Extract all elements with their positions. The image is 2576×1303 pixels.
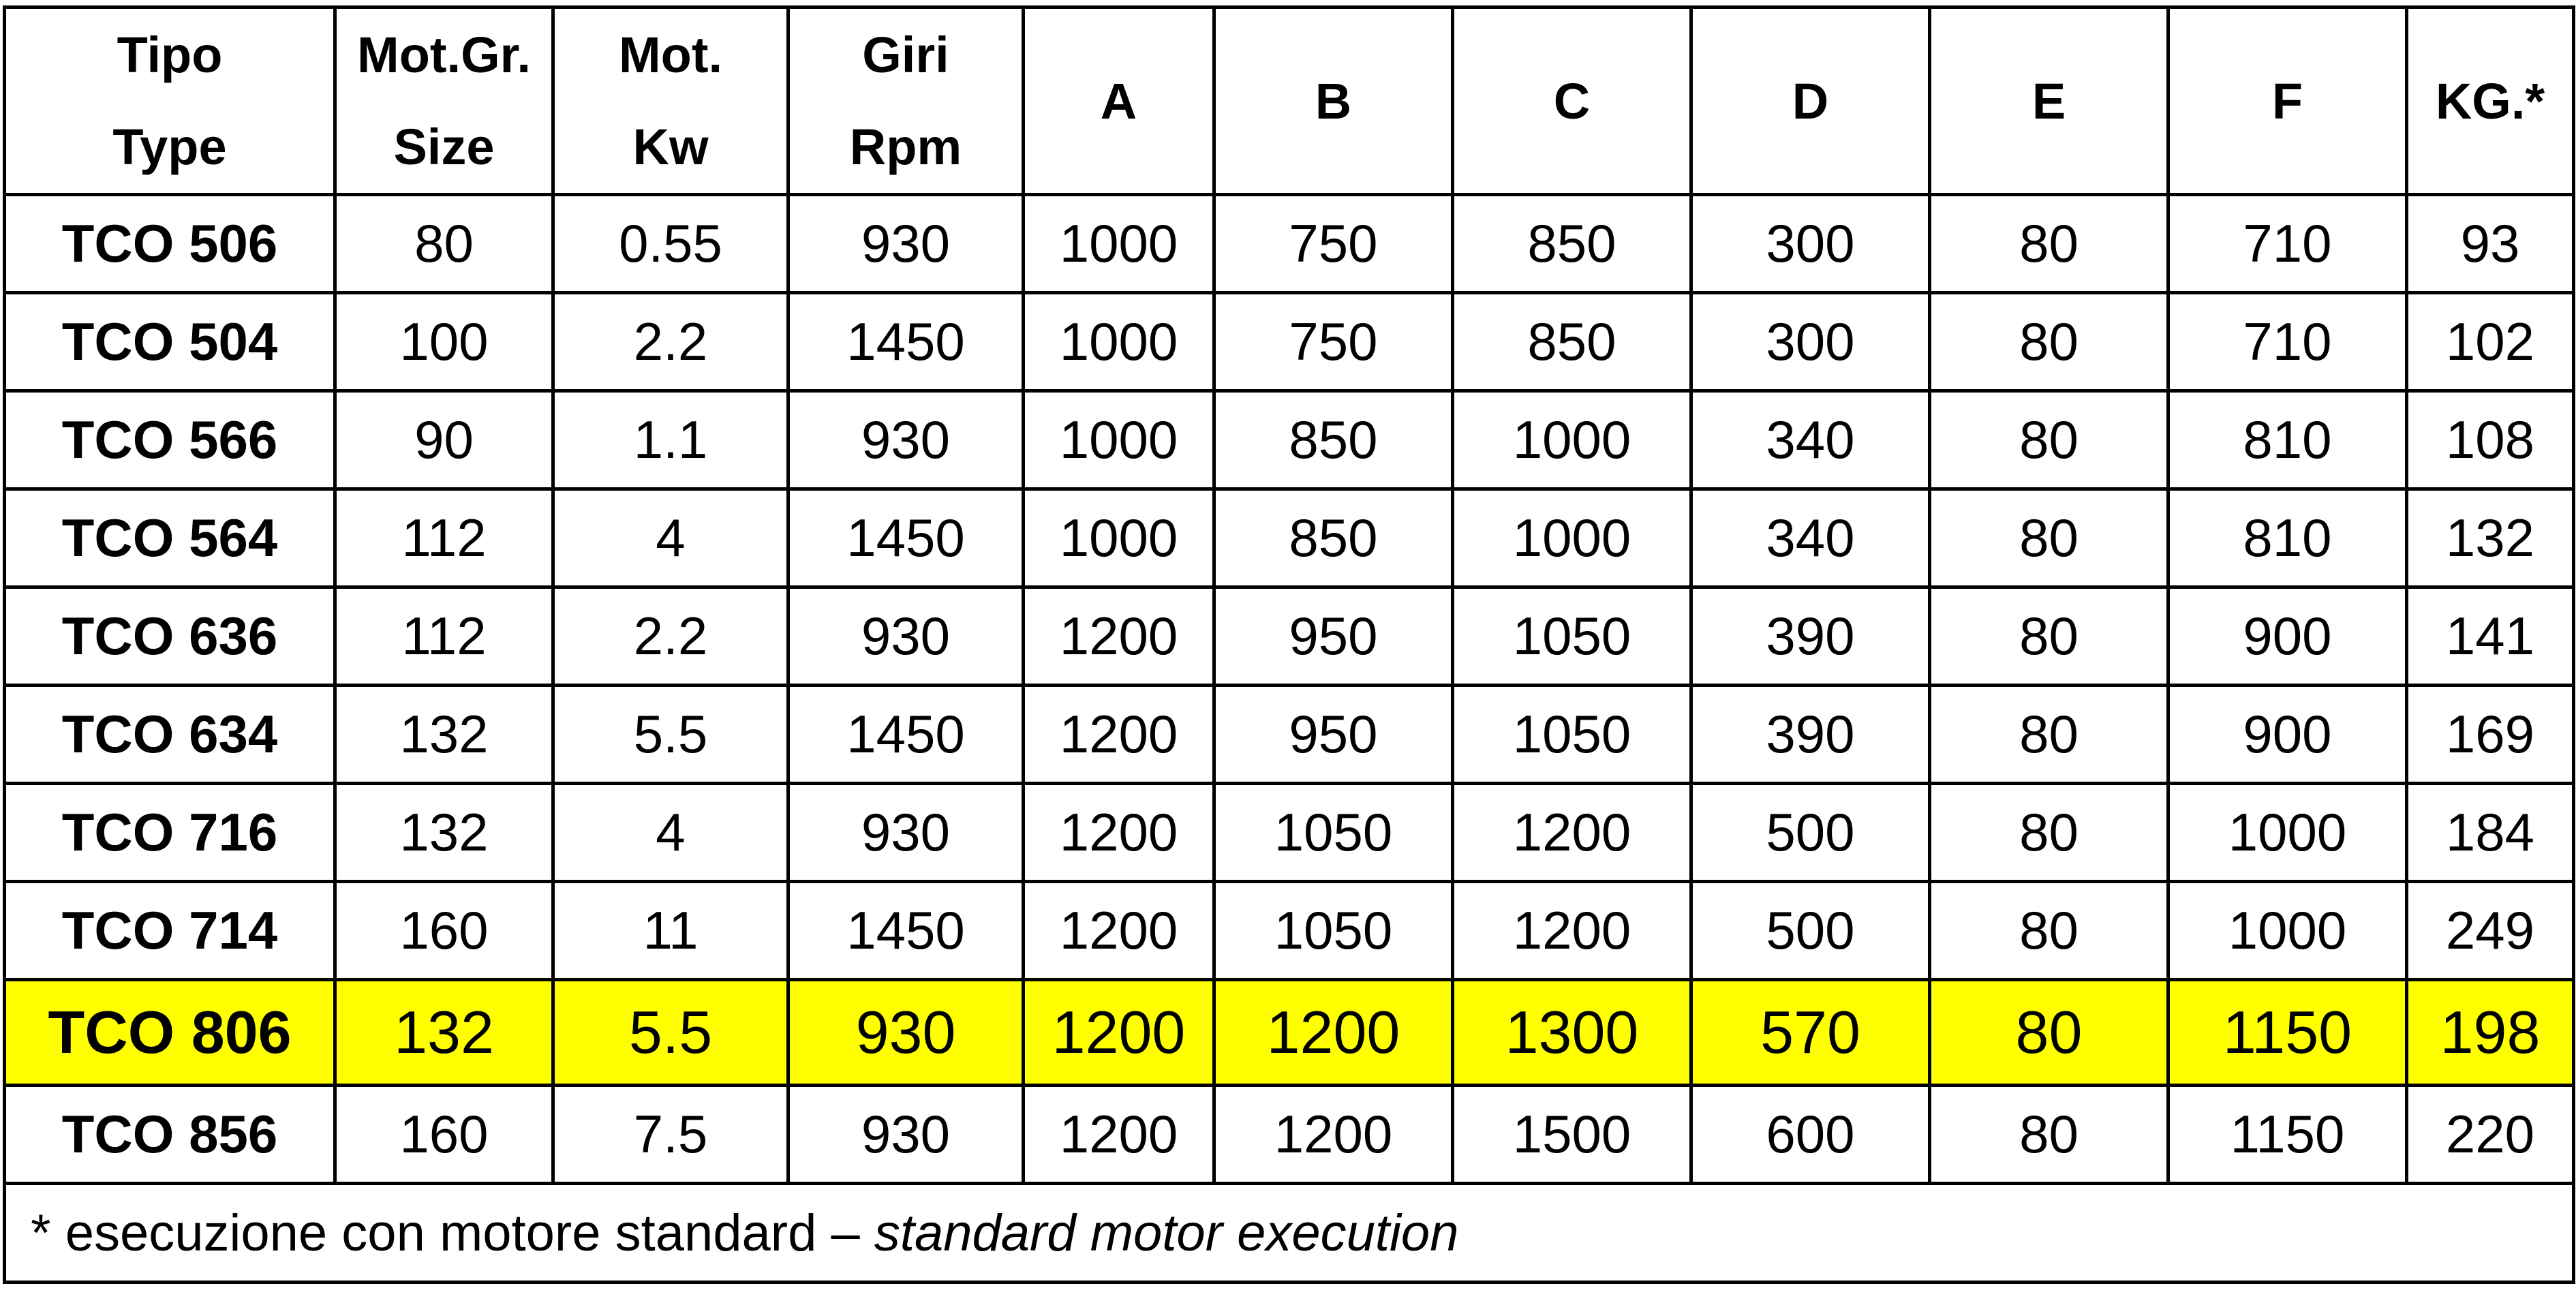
cell-b: 850: [1214, 489, 1453, 587]
cell-kw: 11: [553, 882, 788, 980]
cell-d: 340: [1691, 489, 1930, 587]
cell-e: 80: [1930, 1086, 2168, 1184]
footnote: [5, 1184, 2574, 1283]
cell-a: 1200: [1024, 587, 1214, 686]
cell-rpm: 930: [788, 195, 1024, 293]
cell-kw: 1.1: [553, 391, 788, 489]
cell-c: 850: [1453, 195, 1691, 293]
cell-c: 1000: [1453, 489, 1691, 587]
cell-type: TCO 636: [5, 587, 335, 686]
cell-f: 900: [2168, 686, 2407, 784]
cell-kw: 4: [553, 784, 788, 882]
cell-type: TCO 566: [5, 391, 335, 489]
table-row: [5, 195, 2574, 293]
cell-kw: 5.5: [553, 980, 788, 1086]
cell-a: 1000: [1024, 293, 1214, 391]
table-row: [5, 293, 2574, 391]
cell-b: 950: [1214, 587, 1453, 686]
cell-f: 1000: [2168, 882, 2407, 980]
header-row: [5, 7, 2574, 195]
cell-e: 80: [1930, 587, 2168, 686]
table-row: [5, 686, 2574, 784]
cell-f: 1000: [2168, 784, 2407, 882]
footnote-english: standard motor execution: [874, 1204, 1459, 1262]
cell-a: 1000: [1024, 195, 1214, 293]
cell-d: 300: [1691, 195, 1930, 293]
cell-f: 900: [2168, 587, 2407, 686]
cell-kg: 93: [2407, 195, 2574, 293]
cell-f: 810: [2168, 489, 2407, 587]
cell-c: 1050: [1453, 587, 1691, 686]
cell-d: 570: [1691, 980, 1930, 1086]
cell-d: 500: [1691, 882, 1930, 980]
cell-e: 80: [1930, 195, 2168, 293]
cell-f: 710: [2168, 195, 2407, 293]
cell-rpm: 930: [788, 784, 1024, 882]
cell-d: 500: [1691, 784, 1930, 882]
cell-type: TCO 806: [5, 980, 335, 1086]
table-row: [5, 587, 2574, 686]
cell-c: 1200: [1453, 882, 1691, 980]
cell-f: 710: [2168, 293, 2407, 391]
cell-kw: 4: [553, 489, 788, 587]
cell-rpm: 930: [788, 1086, 1024, 1184]
cell-kg: 184: [2407, 784, 2574, 882]
cell-size: 90: [335, 391, 553, 489]
cell-kw: 2.2: [553, 293, 788, 391]
cell-rpm: 1450: [788, 686, 1024, 784]
cell-size: 160: [335, 882, 553, 980]
header-size: Mot.Gr. Size: [335, 7, 553, 195]
cell-type: TCO 506: [5, 195, 335, 293]
cell-c: 1300: [1453, 980, 1691, 1086]
cell-type: TCO 564: [5, 489, 335, 587]
cell-rpm: 930: [788, 391, 1024, 489]
cell-kw: 5.5: [553, 686, 788, 784]
cell-e: 80: [1930, 980, 2168, 1086]
cell-rpm: 930: [788, 980, 1024, 1086]
cell-f: 1150: [2168, 980, 2407, 1086]
cell-b: 750: [1214, 293, 1453, 391]
header-b: B: [1214, 7, 1453, 195]
cell-size: 132: [335, 980, 553, 1086]
table-row: [5, 980, 2574, 1086]
cell-kg: 141: [2407, 587, 2574, 686]
cell-a: 1200: [1024, 686, 1214, 784]
cell-kg: 220: [2407, 1086, 2574, 1184]
cell-f: 1150: [2168, 1086, 2407, 1184]
cell-e: 80: [1930, 784, 2168, 882]
cell-kw: 2.2: [553, 587, 788, 686]
cell-c: 1200: [1453, 784, 1691, 882]
cell-size: 112: [335, 587, 553, 686]
table-row: [5, 1086, 2574, 1184]
cell-size: 160: [335, 1086, 553, 1184]
footnote-row: [5, 1184, 2574, 1283]
cell-a: 1200: [1024, 784, 1214, 882]
cell-kg: 108: [2407, 391, 2574, 489]
footnote-italian: * esecuzione con motore standard –: [31, 1204, 874, 1262]
cell-b: 750: [1214, 195, 1453, 293]
cell-b: 1200: [1214, 1086, 1453, 1184]
cell-type: TCO 714: [5, 882, 335, 980]
cell-a: 1200: [1024, 1086, 1214, 1184]
header-kw: Mot. Kw: [553, 7, 788, 195]
header-kg: KG.*: [2407, 7, 2574, 195]
cell-c: 1500: [1453, 1086, 1691, 1184]
cell-size: 132: [335, 784, 553, 882]
header-e: E: [1930, 7, 2168, 195]
header-type: Tipo Type: [5, 7, 335, 195]
cell-b: 1200: [1214, 980, 1453, 1086]
header-f: F: [2168, 7, 2407, 195]
cell-e: 80: [1930, 293, 2168, 391]
cell-a: 1200: [1024, 882, 1214, 980]
cell-kw: 7.5: [553, 1086, 788, 1184]
cell-e: 80: [1930, 882, 2168, 980]
cell-d: 390: [1691, 686, 1930, 784]
cell-kg: 169: [2407, 686, 2574, 784]
cell-kg: 132: [2407, 489, 2574, 587]
cell-a: 1000: [1024, 391, 1214, 489]
cell-f: 810: [2168, 391, 2407, 489]
header-c: C: [1453, 7, 1691, 195]
cell-rpm: 930: [788, 587, 1024, 686]
cell-c: 1000: [1453, 391, 1691, 489]
cell-size: 80: [335, 195, 553, 293]
cell-type: TCO 856: [5, 1086, 335, 1184]
cell-b: 950: [1214, 686, 1453, 784]
table-row: [5, 391, 2574, 489]
table-row: [5, 489, 2574, 587]
cell-e: 80: [1930, 489, 2168, 587]
table-body: [5, 195, 2574, 1184]
cell-e: 80: [1930, 686, 2168, 784]
cell-type: TCO 634: [5, 686, 335, 784]
cell-a: 1200: [1024, 980, 1214, 1086]
cell-kg: 198: [2407, 980, 2574, 1086]
cell-d: 340: [1691, 391, 1930, 489]
cell-b: 1050: [1214, 784, 1453, 882]
cell-rpm: 1450: [788, 489, 1024, 587]
cell-e: 80: [1930, 391, 2168, 489]
header-d: D: [1691, 7, 1930, 195]
cell-b: 1050: [1214, 882, 1453, 980]
cell-size: 112: [335, 489, 553, 587]
table-row: [5, 882, 2574, 980]
table-row: [5, 784, 2574, 882]
cell-c: 1050: [1453, 686, 1691, 784]
header-rpm: Giri Rpm: [788, 7, 1024, 195]
cell-size: 132: [335, 686, 553, 784]
cell-rpm: 1450: [788, 882, 1024, 980]
cell-type: TCO 504: [5, 293, 335, 391]
cell-d: 390: [1691, 587, 1930, 686]
cell-d: 600: [1691, 1086, 1930, 1184]
cell-size: 100: [335, 293, 553, 391]
cell-kw: 0.55: [553, 195, 788, 293]
header-a: A: [1024, 7, 1214, 195]
cell-type: TCO 716: [5, 784, 335, 882]
cell-d: 300: [1691, 293, 1930, 391]
cell-a: 1000: [1024, 489, 1214, 587]
cell-c: 850: [1453, 293, 1691, 391]
cell-kg: 102: [2407, 293, 2574, 391]
cell-b: 850: [1214, 391, 1453, 489]
motor-spec-table: [3, 5, 2575, 1284]
cell-kg: 249: [2407, 882, 2574, 980]
cell-rpm: 1450: [788, 293, 1024, 391]
